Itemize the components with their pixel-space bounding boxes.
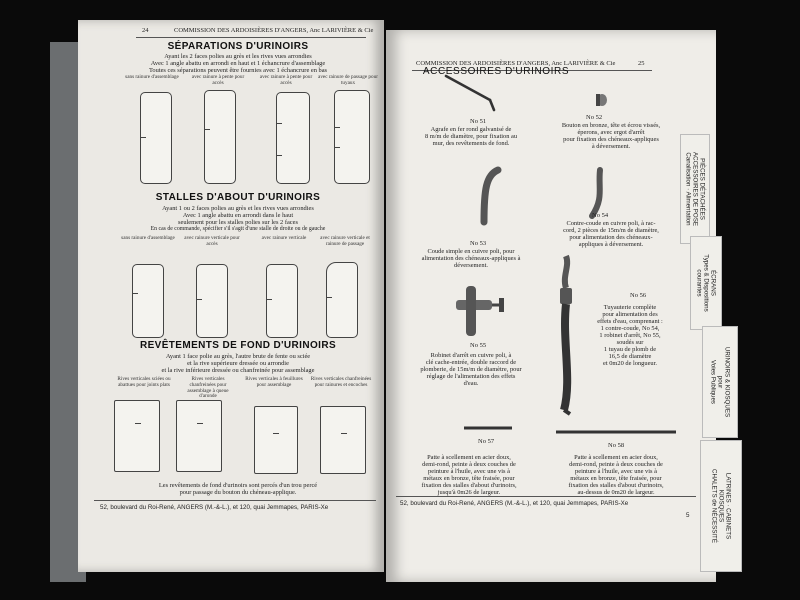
item-desc: 1 robinet d'arrêt, No 55,: [599, 332, 661, 339]
item-desc: pour alimentation des: [602, 311, 658, 318]
panel-caption: Rives verticales sciées ou abattues pour joints plats: [117, 376, 171, 388]
revetement-panel-drawing: [176, 400, 222, 472]
tab-label: PIÈCES DÉTACHÉES ACCESSOIRES DE POSE Canalisation · Alimentation: [684, 152, 706, 226]
separation-panel-drawing: [204, 90, 236, 184]
index-tab[interactable]: [680, 134, 710, 244]
item-number: No 52: [586, 114, 603, 121]
item-number: No 54: [592, 212, 609, 219]
running-header-right: COMMISSION DES ARDOISIÈRES D'ANGERS, Anc LARIVIÈRE & Cie: [416, 60, 616, 67]
footer-address-right: 52, boulevard du Roi-René, ANGERS (M.-&-L.), et 120, quai Jemmapes, PARIS-Xe: [400, 500, 629, 507]
footer-rule: [396, 496, 696, 497]
item-desc: Robinet d'arrêt en cuivre poli, à: [430, 352, 512, 359]
tab-label: ÉCRANS Types & Dispositions courantes: [695, 254, 717, 312]
item-desc: métaux en bronze, tête fraisée, pour: [423, 475, 515, 482]
robinet-55-drawing: [456, 286, 504, 336]
item-desc: éperons, avec ergot d'arrêt: [577, 129, 645, 136]
item-desc: appliques à déversement.: [578, 241, 644, 248]
item-desc: alimentation des chéneaux-appliques à: [421, 255, 521, 262]
item-desc: au-dessus de 0m20 de largeur.: [577, 489, 655, 496]
item-number: No 56: [630, 292, 647, 299]
item-desc: 8 m/m de diamètre, pour fixation au: [424, 133, 518, 140]
index-tab[interactable]: [700, 440, 742, 572]
item-desc: d'eau.: [463, 380, 479, 387]
separation-panel-drawing: [276, 92, 310, 184]
footer-rule: [94, 500, 376, 501]
stalle-panel-drawing: [326, 262, 358, 338]
item-desc: Coude simple en cuivre poli, pour: [427, 248, 515, 255]
section-text: Ayant les 2 faces polies au grès et les rives vues arrondies: [164, 53, 312, 60]
item-desc: 1 tuyau de plomb de: [603, 346, 657, 353]
item-desc: réglage de l'alimentation des effets: [426, 373, 516, 380]
page-title: ACCESSOIRES D'URINOIRS: [422, 66, 570, 77]
contre-coude-54-drawing: [592, 170, 600, 216]
item-desc: et 0m20 de longueur.: [603, 360, 657, 367]
section-text: et la rive inférieure dressée ou chanfreinée pour assemblage: [161, 367, 315, 374]
item-desc: peinture à l'huile, avec une vis à: [428, 468, 510, 475]
item-desc: pour alimentation des chéneaux-: [569, 234, 653, 241]
index-tab[interactable]: [690, 236, 722, 330]
stalle-panel-drawing: [132, 264, 164, 338]
section-text: et la rive supérieure dressée ou arrondie: [187, 360, 289, 367]
item-desc: Patte à scellement en acier doux,: [427, 454, 511, 461]
panel-caption: avec rainure à pente pour accès: [259, 74, 313, 86]
coude-53-drawing: [484, 170, 498, 222]
section-title-stalles: STALLES D'ABOUT D'URINOIRS: [155, 192, 321, 203]
item-number: No 53: [470, 240, 487, 247]
revetement-panel-drawing: [114, 400, 160, 472]
agrafe-51-drawing: [446, 76, 490, 100]
section-title-revetements: REVÊTEMENTS DE FOND D'URINOIRS: [139, 340, 337, 351]
separation-panel-drawing: [140, 92, 172, 184]
left-page: [78, 20, 384, 572]
right-page: [386, 30, 716, 582]
folio-mark: 5: [686, 512, 690, 519]
item-desc: Patte à scellement en acier doux,: [574, 454, 658, 461]
panel-caption: avec rainure verticale pour accès: [184, 235, 240, 247]
item-desc: clé cache-entrée, double raccord de: [425, 359, 517, 366]
item-number: No 57: [478, 438, 495, 445]
panel-caption: Rives verticales chanfreinées pour assemblage à queue d'aronde: [187, 376, 229, 400]
item-desc: cord, 2 pièces de 15m/m de diamètre,: [563, 227, 659, 234]
section-text: Avec 1 angle abattu en arrondi en haut et 1 échancrure d'assemblage: [150, 60, 326, 67]
item-desc: demi-rond, peinte à deux couches de: [569, 461, 663, 468]
item-desc: plomberie, de 15m/m de diamètre, pour: [420, 366, 522, 373]
item-desc: fixation des stalles d'about d'urinoirs,: [568, 482, 664, 489]
panel-caption: avec rainure verticale et rainure de passage: [320, 235, 370, 247]
page-number-left: 24: [142, 27, 149, 34]
panel-caption: avec rainure à pente pour accès: [191, 74, 245, 86]
item-desc: Tuyauterie complète: [603, 304, 657, 311]
running-header-left: COMMISSION DES ARDOISIÈRES D'ANGERS, Anc LARIVIÈRE & Cie: [174, 27, 374, 34]
panel-caption: Rives verticales à feuillures pour assemblage: [245, 376, 303, 388]
header-rule: [136, 37, 366, 38]
item-number: No 51: [470, 118, 487, 125]
panel-caption: avec rainure verticale: [261, 235, 307, 241]
item-desc: 16,5 de diamètre: [608, 353, 652, 360]
item-desc: jusqu'à 0m26 de largeur.: [437, 489, 501, 496]
item-desc: mur, des revêtements de fond.: [432, 140, 510, 147]
page-number-right: 25: [638, 60, 645, 67]
revetement-panel-drawing: [254, 406, 298, 474]
item-desc: fixation des stalles d'about d'urinoirs,: [421, 482, 517, 489]
section-text: Toutes ces séparations peuvent être fournies avec 1 échancrure en bas: [148, 67, 328, 74]
item-desc: demi-rond, peinte à deux couches de: [422, 461, 516, 468]
bottom-note: pour passage du bouton du chéneau-applique.: [179, 489, 297, 496]
section-text: seulement pour les stalles polies sur les 2 faces: [178, 219, 298, 226]
item-desc: pour fixation des chéneaux-appliques: [563, 136, 659, 143]
item-number: No 55: [470, 342, 487, 349]
panel-caption: Rives verticales chanfreinées pour rainures et encoches: [310, 376, 372, 388]
item-desc: soudés sur: [616, 339, 644, 346]
footer-address-left: 52, boulevard du Roi-René, ANGERS (M.-&-L.), et 120, quai Jemmapes, PARIS-Xe: [100, 504, 329, 511]
item-desc: Bouton en bronze, tête et écrou vissés,: [561, 122, 661, 129]
revetement-panel-drawing: [320, 406, 366, 474]
item-desc: Contre-coude en cuivre poli, à rac-: [566, 220, 656, 227]
tab-label: LATRINES · CABINETS KIOSQUES CHALETS de NÉCESSITÉ: [710, 469, 732, 543]
stalle-panel-drawing: [266, 264, 298, 338]
item-number: No 58: [608, 442, 625, 449]
tuyauterie-56-drawing: [560, 256, 572, 414]
item-desc: à déversement.: [591, 143, 631, 150]
section-text: Avec 1 angle abattu en arrondi dans le haut: [182, 212, 294, 219]
bottom-note: Les revêtements de fond d'urinoirs sont percés d'un trou percé: [158, 482, 318, 489]
item-desc: Agrafe en fer rond galvanisé de: [430, 126, 512, 133]
item-desc: déversement.: [454, 262, 488, 269]
item-desc: métaux en bronze, tête fraisée, pour: [570, 475, 662, 482]
item-desc: peinture à l'huile, avec une vis à: [575, 468, 657, 475]
panel-caption: sans rainure d'assemblage: [125, 74, 179, 80]
item-desc: 1 contre-coude, No 54,: [600, 325, 660, 332]
stalle-panel-drawing: [196, 264, 228, 338]
section-text: En cas de commande, spécifier s'il s'agit d'une stalle de droite ou de gauche: [150, 226, 326, 232]
index-tab[interactable]: [702, 326, 738, 438]
bouton-52-drawing: [596, 94, 607, 106]
panel-caption: sans rainure d'assemblage: [121, 235, 175, 241]
section-title-separations: SÉPARATIONS D'URINOIRS: [167, 41, 309, 52]
section-text: Ayant 1 ou 2 faces polies au grès et les rives vues arrondies: [162, 205, 314, 212]
section-text: Ayant 1 face polie au grès, l'autre brute de fente ou sciée: [165, 353, 311, 360]
tab-label: URINOIRS & KIOSQUES pour Voies Publiques: [709, 346, 731, 418]
panel-caption: avec rainure de passage pour tuyaux: [318, 74, 378, 86]
item-desc: effets d'eau, comprenant :: [597, 318, 663, 325]
separation-panel-drawing: [334, 90, 370, 184]
